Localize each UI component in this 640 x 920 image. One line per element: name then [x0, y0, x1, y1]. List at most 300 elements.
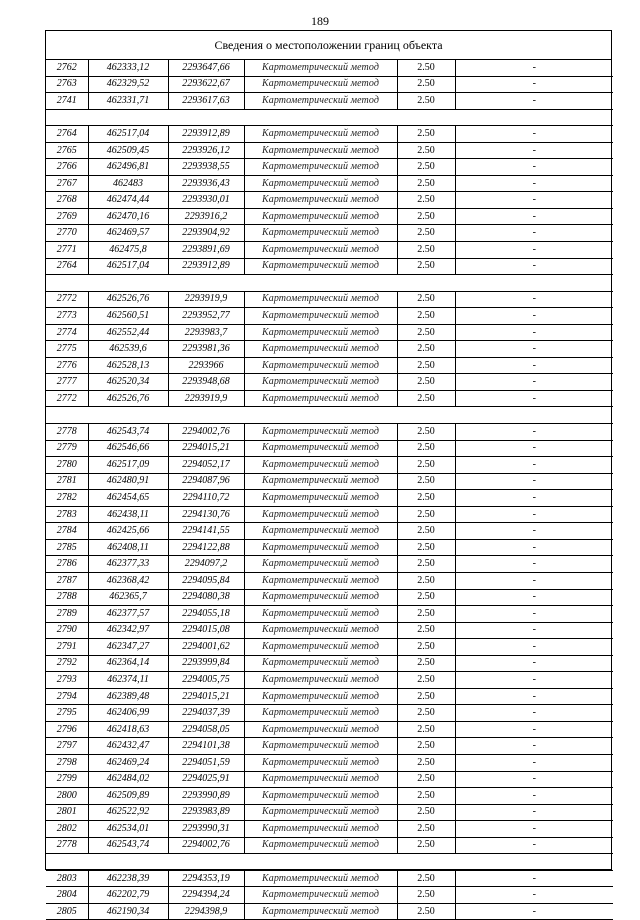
x-coordinate: 462534,01: [88, 821, 168, 838]
x-coordinate: 462520,34: [88, 374, 168, 391]
note-cell: -: [455, 539, 613, 556]
y-coordinate: 2294025,91: [168, 771, 244, 788]
coordinates-sheet: [45, 30, 612, 917]
accuracy-cell: 2.50: [397, 804, 455, 821]
accuracy-cell: 2.50: [397, 837, 455, 854]
x-coordinate: 462484,02: [88, 771, 168, 788]
x-coordinate: 462374,11: [88, 672, 168, 689]
table-row: [46, 788, 613, 805]
method-cell: Картометрический метод: [244, 93, 397, 110]
point-number: 2778: [46, 424, 88, 441]
note-cell: -: [455, 804, 613, 821]
point-number: 2765: [46, 142, 88, 159]
point-number: 2774: [46, 324, 88, 341]
table-row: [46, 705, 613, 722]
x-coordinate: 462425,66: [88, 523, 168, 540]
point-number: 2804: [46, 887, 88, 904]
x-coordinate: 462377,57: [88, 606, 168, 623]
table-row: [46, 390, 613, 407]
note-cell: -: [455, 308, 613, 325]
x-coordinate: 462470,16: [88, 208, 168, 225]
note-cell: -: [455, 473, 613, 490]
table-row: [46, 126, 613, 143]
table-row: [46, 308, 613, 325]
point-number: 2799: [46, 771, 88, 788]
accuracy-cell: 2.50: [397, 490, 455, 507]
table-row: [46, 440, 613, 457]
point-number: 2781: [46, 473, 88, 490]
note-cell: -: [455, 440, 613, 457]
table-row: [46, 473, 613, 490]
accuracy-cell: 2.50: [397, 76, 455, 93]
table-row: [46, 208, 613, 225]
method-cell: Картометрический метод: [244, 457, 397, 474]
y-coordinate: 2294002,76: [168, 837, 244, 854]
accuracy-cell: 2.50: [397, 606, 455, 623]
method-cell: Картометрический метод: [244, 705, 397, 722]
accuracy-cell: 2.50: [397, 126, 455, 143]
x-coordinate: 462526,76: [88, 390, 168, 407]
x-coordinate: 462469,57: [88, 225, 168, 242]
note-cell: -: [455, 572, 613, 589]
x-coordinate: 462365,7: [88, 589, 168, 606]
note-cell: -: [455, 192, 613, 209]
y-coordinate: 2294015,08: [168, 622, 244, 639]
note-cell: -: [455, 523, 613, 540]
method-cell: Картометрический метод: [244, 159, 397, 176]
point-number: 2770: [46, 225, 88, 242]
point-number: 2764: [46, 126, 88, 143]
y-coordinate: 2294055,18: [168, 606, 244, 623]
note-cell: -: [455, 374, 613, 391]
note-cell: -: [455, 705, 613, 722]
x-coordinate: 462202,79: [88, 887, 168, 904]
method-cell: Картометрический метод: [244, 589, 397, 606]
table-row: [46, 159, 613, 176]
note-cell: -: [455, 93, 613, 110]
table-row: [46, 76, 613, 93]
y-coordinate: 2293990,89: [168, 788, 244, 805]
y-coordinate: 2294015,21: [168, 440, 244, 457]
accuracy-cell: 2.50: [397, 887, 455, 904]
note-cell: -: [455, 622, 613, 639]
method-cell: Картометрический метод: [244, 291, 397, 308]
method-cell: Картометрический метод: [244, 788, 397, 805]
method-cell: Картометрический метод: [244, 242, 397, 259]
y-coordinate: 2294058,05: [168, 721, 244, 738]
table-row: [46, 721, 613, 738]
point-number: 2769: [46, 208, 88, 225]
accuracy-cell: 2.50: [397, 754, 455, 771]
note-cell: -: [455, 556, 613, 573]
accuracy-cell: 2.50: [397, 821, 455, 838]
point-number: 2797: [46, 738, 88, 755]
accuracy-cell: 2.50: [397, 440, 455, 457]
coordinates-table: [46, 60, 613, 920]
point-number: 2775: [46, 341, 88, 358]
point-number: 2785: [46, 539, 88, 556]
method-cell: Картометрический метод: [244, 76, 397, 93]
x-coordinate: 462329,52: [88, 76, 168, 93]
note-cell: -: [455, 341, 613, 358]
method-cell: Картометрический метод: [244, 374, 397, 391]
note-cell: -: [455, 870, 613, 887]
accuracy-cell: 2.50: [397, 688, 455, 705]
x-coordinate: 462560,51: [88, 308, 168, 325]
note-cell: -: [455, 655, 613, 672]
table-row: [46, 341, 613, 358]
accuracy-cell: 2.50: [397, 572, 455, 589]
method-cell: Картометрический метод: [244, 771, 397, 788]
table-row: [46, 93, 613, 110]
point-number: 2801: [46, 804, 88, 821]
point-number: 2793: [46, 672, 88, 689]
group-separator-cell: [46, 109, 613, 126]
y-coordinate: 2293999,84: [168, 655, 244, 672]
method-cell: Картометрический метод: [244, 622, 397, 639]
accuracy-cell: 2.50: [397, 622, 455, 639]
table-row: [46, 639, 613, 656]
table-row: [46, 357, 613, 374]
point-number: 2768: [46, 192, 88, 209]
table-row: [46, 804, 613, 821]
point-number: 2789: [46, 606, 88, 623]
table-row: [46, 506, 613, 523]
coordinates-table-body: [46, 60, 613, 920]
point-number: 2800: [46, 788, 88, 805]
note-cell: -: [455, 258, 613, 275]
accuracy-cell: 2.50: [397, 142, 455, 159]
accuracy-cell: 2.50: [397, 390, 455, 407]
x-coordinate: 462368,42: [88, 572, 168, 589]
point-number: 2773: [46, 308, 88, 325]
method-cell: Картометрический метод: [244, 572, 397, 589]
x-coordinate: 462509,45: [88, 142, 168, 159]
note-cell: -: [455, 159, 613, 176]
table-row: [46, 589, 613, 606]
accuracy-cell: 2.50: [397, 159, 455, 176]
note-cell: -: [455, 424, 613, 441]
note-cell: -: [455, 324, 613, 341]
x-coordinate: 462364,14: [88, 655, 168, 672]
table-row: [46, 655, 613, 672]
group-separator-cell: [46, 275, 613, 292]
accuracy-cell: 2.50: [397, 60, 455, 76]
table-row: [46, 523, 613, 540]
method-cell: Картометрический метод: [244, 440, 397, 457]
accuracy-cell: 2.50: [397, 374, 455, 391]
note-cell: -: [455, 887, 613, 904]
point-number: 2766: [46, 159, 88, 176]
x-coordinate: 462347,27: [88, 639, 168, 656]
table-row: [46, 225, 613, 242]
method-cell: Картометрический метод: [244, 258, 397, 275]
y-coordinate: 2294095,84: [168, 572, 244, 589]
table-row: [46, 870, 613, 887]
method-cell: Картометрический метод: [244, 490, 397, 507]
y-coordinate: 2293930,01: [168, 192, 244, 209]
table-row: [46, 622, 613, 639]
accuracy-cell: 2.50: [397, 506, 455, 523]
method-cell: Картометрический метод: [244, 324, 397, 341]
group-separator-row: [46, 407, 613, 424]
table-row: [46, 672, 613, 689]
x-coordinate: 462377,33: [88, 556, 168, 573]
accuracy-cell: 2.50: [397, 457, 455, 474]
note-cell: -: [455, 60, 613, 76]
table-row: [46, 837, 613, 854]
method-cell: Картометрический метод: [244, 721, 397, 738]
y-coordinate: 2293912,89: [168, 126, 244, 143]
y-coordinate: 2293948,68: [168, 374, 244, 391]
x-coordinate: 462543,74: [88, 424, 168, 441]
accuracy-cell: 2.50: [397, 93, 455, 110]
table-row: [46, 142, 613, 159]
method-cell: Картометрический метод: [244, 142, 397, 159]
table-row: [46, 771, 613, 788]
point-number: 2762: [46, 60, 88, 76]
accuracy-cell: 2.50: [397, 291, 455, 308]
note-cell: -: [455, 771, 613, 788]
point-number: 2803: [46, 870, 88, 887]
point-number: 2795: [46, 705, 88, 722]
x-coordinate: 462190,34: [88, 903, 168, 920]
method-cell: Картометрический метод: [244, 754, 397, 771]
y-coordinate: 2294037,39: [168, 705, 244, 722]
note-cell: -: [455, 754, 613, 771]
note-cell: -: [455, 589, 613, 606]
y-coordinate: 2293617,63: [168, 93, 244, 110]
accuracy-cell: 2.50: [397, 721, 455, 738]
point-number: 2777: [46, 374, 88, 391]
x-coordinate: 462526,76: [88, 291, 168, 308]
x-coordinate: 462546,66: [88, 440, 168, 457]
point-number: 2783: [46, 506, 88, 523]
table-row: [46, 572, 613, 589]
x-coordinate: 462333,12: [88, 60, 168, 76]
point-number: 2786: [46, 556, 88, 573]
method-cell: Картометрический метод: [244, 539, 397, 556]
accuracy-cell: 2.50: [397, 589, 455, 606]
note-cell: -: [455, 490, 613, 507]
table-row: [46, 424, 613, 441]
note-cell: -: [455, 242, 613, 259]
accuracy-cell: 2.50: [397, 225, 455, 242]
method-cell: Картометрический метод: [244, 870, 397, 887]
method-cell: Картометрический метод: [244, 804, 397, 821]
section-title: Сведения о местоположении границ объекта: [46, 31, 611, 60]
accuracy-cell: 2.50: [397, 771, 455, 788]
method-cell: Картометрический метод: [244, 473, 397, 490]
method-cell: Картометрический метод: [244, 606, 397, 623]
note-cell: -: [455, 721, 613, 738]
point-number: 2790: [46, 622, 88, 639]
note-cell: -: [455, 291, 613, 308]
y-coordinate: 2293919,9: [168, 291, 244, 308]
point-number: 2787: [46, 572, 88, 589]
x-coordinate: 462517,04: [88, 258, 168, 275]
page-number: 189: [311, 14, 329, 28]
table-row: [46, 821, 613, 838]
y-coordinate: 2294141,55: [168, 523, 244, 540]
x-coordinate: 462469,24: [88, 754, 168, 771]
accuracy-cell: 2.50: [397, 788, 455, 805]
note-cell: -: [455, 208, 613, 225]
y-coordinate: 2294005,75: [168, 672, 244, 689]
x-coordinate: 462517,09: [88, 457, 168, 474]
point-number: 2780: [46, 457, 88, 474]
table-row: [46, 192, 613, 209]
y-coordinate: 2294101,38: [168, 738, 244, 755]
accuracy-cell: 2.50: [397, 242, 455, 259]
point-number: 2782: [46, 490, 88, 507]
x-coordinate: 462389,48: [88, 688, 168, 705]
note-cell: -: [455, 390, 613, 407]
y-coordinate: 2293952,77: [168, 308, 244, 325]
accuracy-cell: 2.50: [397, 639, 455, 656]
table-row: [46, 258, 613, 275]
table-row: [46, 556, 613, 573]
accuracy-cell: 2.50: [397, 192, 455, 209]
x-coordinate: 462552,44: [88, 324, 168, 341]
table-row: [46, 490, 613, 507]
note-cell: -: [455, 76, 613, 93]
y-coordinate: 2294015,21: [168, 688, 244, 705]
table-row: [46, 291, 613, 308]
note-cell: -: [455, 688, 613, 705]
x-coordinate: 462342,97: [88, 622, 168, 639]
method-cell: Картометрический метод: [244, 639, 397, 656]
method-cell: Картометрический метод: [244, 837, 397, 854]
note-cell: -: [455, 457, 613, 474]
method-cell: Картометрический метод: [244, 655, 397, 672]
method-cell: Картометрический метод: [244, 556, 397, 573]
y-coordinate: 2294080,38: [168, 589, 244, 606]
y-coordinate: 2294052,17: [168, 457, 244, 474]
method-cell: Картометрический метод: [244, 424, 397, 441]
point-number: 2798: [46, 754, 88, 771]
y-coordinate: 2293926,12: [168, 142, 244, 159]
point-number: 2763: [46, 76, 88, 93]
y-coordinate: 2294353,19: [168, 870, 244, 887]
note-cell: -: [455, 506, 613, 523]
group-separator-cell: [46, 407, 613, 424]
y-coordinate: 2294051,59: [168, 754, 244, 771]
x-coordinate: 462474,44: [88, 192, 168, 209]
x-coordinate: 462475,8: [88, 242, 168, 259]
x-coordinate: 462238,39: [88, 870, 168, 887]
note-cell: -: [455, 639, 613, 656]
x-coordinate: 462432,47: [88, 738, 168, 755]
method-cell: Картометрический метод: [244, 506, 397, 523]
method-cell: Картометрический метод: [244, 192, 397, 209]
note-cell: -: [455, 606, 613, 623]
y-coordinate: 2293983,89: [168, 804, 244, 821]
x-coordinate: 462539,6: [88, 341, 168, 358]
accuracy-cell: 2.50: [397, 258, 455, 275]
table-row: [46, 754, 613, 771]
y-coordinate: 2293938,55: [168, 159, 244, 176]
note-cell: -: [455, 142, 613, 159]
y-coordinate: 2294087,96: [168, 473, 244, 490]
point-number: 2776: [46, 357, 88, 374]
x-coordinate: 462483: [88, 175, 168, 192]
y-coordinate: 2294097,2: [168, 556, 244, 573]
table-row: [46, 374, 613, 391]
accuracy-cell: 2.50: [397, 308, 455, 325]
y-coordinate: 2293966: [168, 357, 244, 374]
method-cell: Картометрический метод: [244, 672, 397, 689]
table-row: [46, 887, 613, 904]
method-cell: Картометрический метод: [244, 341, 397, 358]
y-coordinate: 2293891,69: [168, 242, 244, 259]
y-coordinate: 2293981,36: [168, 341, 244, 358]
method-cell: Картометрический метод: [244, 208, 397, 225]
y-coordinate: 2294122,88: [168, 539, 244, 556]
point-number: 2805: [46, 903, 88, 920]
y-coordinate: 2293936,43: [168, 175, 244, 192]
y-coordinate: 2294394,24: [168, 887, 244, 904]
accuracy-cell: 2.50: [397, 556, 455, 573]
accuracy-cell: 2.50: [397, 473, 455, 490]
x-coordinate: 462517,04: [88, 126, 168, 143]
accuracy-cell: 2.50: [397, 539, 455, 556]
x-coordinate: 462438,11: [88, 506, 168, 523]
accuracy-cell: 2.50: [397, 175, 455, 192]
point-number: 2741: [46, 93, 88, 110]
note-cell: -: [455, 837, 613, 854]
method-cell: Картометрический метод: [244, 738, 397, 755]
accuracy-cell: 2.50: [397, 738, 455, 755]
x-coordinate: 462543,74: [88, 837, 168, 854]
note-cell: -: [455, 672, 613, 689]
y-coordinate: 2293916,2: [168, 208, 244, 225]
accuracy-cell: 2.50: [397, 357, 455, 374]
accuracy-cell: 2.50: [397, 903, 455, 920]
table-row: [46, 688, 613, 705]
point-number: 2788: [46, 589, 88, 606]
method-cell: Картометрический метод: [244, 523, 397, 540]
accuracy-cell: 2.50: [397, 341, 455, 358]
point-number: 2791: [46, 639, 88, 656]
point-number: 2764: [46, 258, 88, 275]
accuracy-cell: 2.50: [397, 324, 455, 341]
group-separator-row: [46, 109, 613, 126]
x-coordinate: 462331,71: [88, 93, 168, 110]
accuracy-cell: 2.50: [397, 424, 455, 441]
point-number: 2771: [46, 242, 88, 259]
method-cell: Картометрический метод: [244, 821, 397, 838]
point-number: 2778: [46, 837, 88, 854]
table-row: [46, 175, 613, 192]
x-coordinate: 462454,65: [88, 490, 168, 507]
x-coordinate: 462528,13: [88, 357, 168, 374]
x-coordinate: 462509,89: [88, 788, 168, 805]
x-coordinate: 462406,99: [88, 705, 168, 722]
note-cell: -: [455, 738, 613, 755]
accuracy-cell: 2.50: [397, 870, 455, 887]
table-row: [46, 457, 613, 474]
point-number: 2796: [46, 721, 88, 738]
method-cell: Картометрический метод: [244, 903, 397, 920]
point-number: 2794: [46, 688, 88, 705]
method-cell: Картометрический метод: [244, 688, 397, 705]
accuracy-cell: 2.50: [397, 523, 455, 540]
point-number: 2772: [46, 291, 88, 308]
group-separator-cell: [46, 854, 613, 871]
method-cell: Картометрический метод: [244, 390, 397, 407]
method-cell: Картометрический метод: [244, 126, 397, 143]
